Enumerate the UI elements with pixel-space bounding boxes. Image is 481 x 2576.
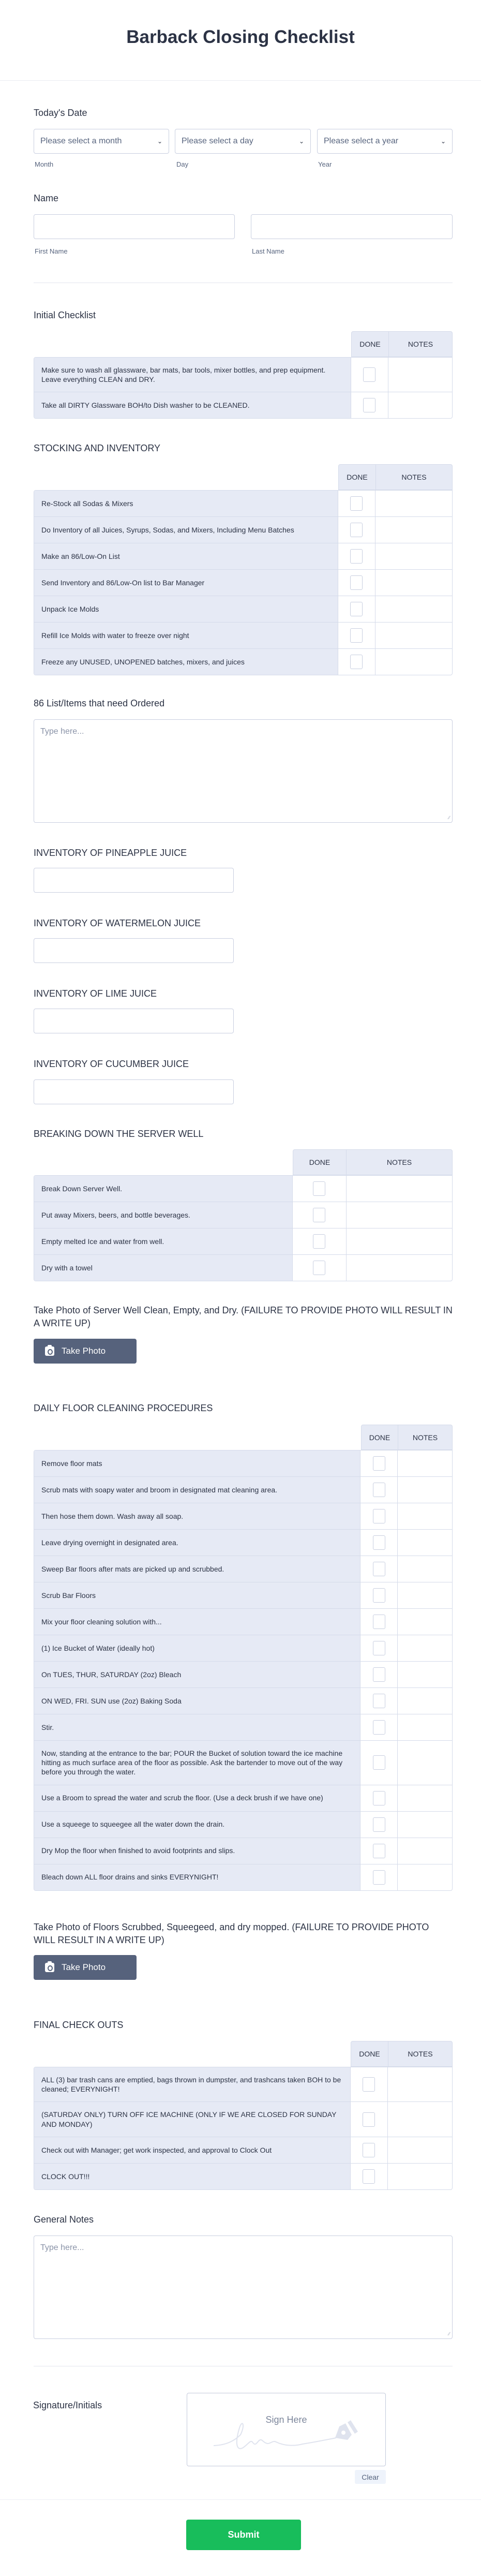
- photo1-label: Take Photo of Server Well Clean, Empty, and Dry. (FAILURE TO PROVIDE PHOTO WILL RESULT IN A WRITE UP): [34, 1305, 453, 1328]
- done-cell: [360, 1503, 398, 1529]
- table-row: [34, 1228, 452, 1254]
- row-label: Leave drying overnight in designated area.: [34, 1530, 360, 1556]
- done-checkbox[interactable]: [363, 2112, 375, 2127]
- notes-cell[interactable]: [388, 2102, 452, 2136]
- column-header-notes: NOTES: [398, 1425, 453, 1450]
- done-checkbox[interactable]: [373, 1483, 385, 1497]
- done-checkbox[interactable]: [373, 1535, 385, 1550]
- table-row: [34, 1838, 452, 1864]
- row-label: Re-Stock all Sodas & Mixers: [34, 491, 338, 516]
- done-cell: [351, 2102, 388, 2136]
- row-label: Bleach down ALL floor drains and sinks EVERYNIGHT!: [34, 1864, 360, 1890]
- row-label: Use a squeege to squeegee all the water down the drain.: [34, 1812, 360, 1838]
- take-photo-label: Take Photo: [62, 1962, 106, 1972]
- notes-cell[interactable]: [398, 1688, 452, 1714]
- submit-button[interactable]: Submit: [186, 2520, 301, 2550]
- done-cell: [360, 1477, 398, 1503]
- notes-cell[interactable]: [347, 1228, 452, 1254]
- row-label: Send Inventory and 86/Low-On list to Bar Manager: [34, 570, 338, 596]
- done-checkbox[interactable]: [363, 398, 375, 412]
- row-label: (SATURDAY ONLY) TURN OFF ICE MACHINE (ONLY IF WE ARE CLOSED FOR SUNDAY AND MONDAY): [34, 2102, 351, 2136]
- inventory-cucumber-label: INVENTORY OF CUCUMBER JUICE: [34, 1059, 189, 1069]
- done-checkbox[interactable]: [350, 655, 363, 669]
- notes-cell[interactable]: [347, 1202, 452, 1228]
- done-cell: [338, 517, 376, 543]
- notes-cell[interactable]: [398, 1785, 452, 1811]
- notes-cell[interactable]: [398, 1864, 452, 1890]
- table-row: [34, 1476, 452, 1503]
- day-select[interactable]: [175, 129, 311, 154]
- table-body: [34, 1175, 453, 1281]
- notes-cell[interactable]: [398, 1812, 452, 1838]
- done-cell: [351, 2067, 388, 2101]
- notes-cell[interactable]: [347, 1255, 452, 1281]
- chevron-down-icon: ⌄: [298, 138, 304, 145]
- done-cell: [360, 1714, 398, 1740]
- inventory-pineapple-input[interactable]: [34, 868, 234, 893]
- chevron-down-icon: ⌄: [157, 138, 162, 145]
- done-cell: [360, 1864, 398, 1890]
- done-cell: [338, 649, 376, 675]
- row-label: Do Inventory of all Juices, Syrups, Sodas, and Mixers, Including Menu Batches: [34, 517, 338, 543]
- take-photo-button[interactable]: [34, 1955, 137, 1980]
- name-label: Name: [34, 193, 59, 203]
- row-label: Check out with Manager; get work inspected, and approval to Clock Out: [34, 2137, 351, 2163]
- done-checkbox[interactable]: [313, 1181, 325, 1196]
- table-row: [34, 1254, 452, 1281]
- done-checkbox[interactable]: [373, 1588, 385, 1603]
- row-label: Stir.: [34, 1714, 360, 1740]
- row-label: ALL (3) bar trash cans are emptied, bags thrown in dumpster, and trashcans taken BOH to be cleaned; EVERYNIGHT!: [34, 2067, 351, 2101]
- table-header: [34, 331, 453, 357]
- clear-signature-button[interactable]: Clear: [355, 2470, 386, 2484]
- done-checkbox[interactable]: [350, 496, 363, 511]
- notes-cell[interactable]: [375, 649, 452, 675]
- column-header-notes: NOTES: [347, 1149, 453, 1175]
- table-row: [34, 1635, 452, 1661]
- table-header: [34, 464, 453, 490]
- table-row: [34, 1740, 452, 1785]
- done-checkbox[interactable]: [373, 1791, 385, 1805]
- done-checkbox[interactable]: [373, 1694, 385, 1708]
- column-header-done: DONE: [351, 331, 389, 357]
- notes-cell[interactable]: [388, 392, 452, 418]
- last-name-input[interactable]: [251, 214, 453, 239]
- notes-cell[interactable]: [388, 2067, 452, 2101]
- notes-cell[interactable]: [398, 1582, 452, 1608]
- row-label: Freeze any UNUSED, UNOPENED batches, mixers, and juices: [34, 649, 338, 675]
- signature-label: Signature/Initials: [33, 2400, 102, 2410]
- done-cell: [360, 1609, 398, 1635]
- done-checkbox[interactable]: [350, 602, 363, 616]
- notes-cell[interactable]: [347, 1176, 452, 1202]
- resize-handle-icon[interactable]: ∕∕: [448, 2331, 450, 2336]
- done-cell: [338, 543, 376, 569]
- column-header-notes: NOTES: [376, 464, 453, 490]
- table-row: [34, 1661, 452, 1687]
- inventory-lime-label: INVENTORY OF LIME JUICE: [34, 988, 157, 999]
- row-label: Empty melted Ice and water from well.: [34, 1228, 293, 1254]
- done-checkbox[interactable]: [373, 1870, 385, 1885]
- table-row: [34, 1450, 452, 1476]
- inventory-pineapple-label: INVENTORY OF PINEAPPLE JUICE: [34, 848, 187, 858]
- camera-icon: [45, 1346, 54, 1356]
- final-checkouts-table: [34, 2041, 453, 2190]
- first-name-sublabel: First Name: [35, 247, 68, 255]
- row-label: (1) Ice Bucket of Water (ideally hot): [34, 1635, 360, 1661]
- done-cell: [338, 596, 376, 622]
- server-well-table: [34, 1149, 453, 1281]
- row-label: Make sure to wash all glassware, bar mats, bar tools, mixer bottles, and prep equipment. Leave everything CLEAN and DRY.: [34, 358, 351, 392]
- notes-cell[interactable]: [398, 1662, 452, 1687]
- table-header: [34, 1425, 453, 1450]
- last-name-sublabel: Last Name: [252, 247, 284, 255]
- notes-cell[interactable]: [388, 2137, 452, 2163]
- done-checkbox[interactable]: [350, 628, 363, 643]
- row-label: Now, standing at the entrance to the bar; POUR the Bucket of solution toward the ice machine hitting as much surface area of the floor as possible. Ask the bartender to move out of the way before you through the water.: [34, 1741, 360, 1785]
- done-checkbox[interactable]: [373, 1509, 385, 1523]
- footer-divider: [0, 2499, 481, 2500]
- list86-label: 86 List/Items that need Ordered: [34, 698, 165, 708]
- notes-cell[interactable]: [388, 358, 452, 392]
- notes-cell[interactable]: [375, 517, 452, 543]
- inventory-lime-input[interactable]: [34, 1009, 234, 1033]
- row-label: On TUES, THUR, SATURDAY (2oz) Bleach: [34, 1662, 360, 1687]
- table-row: [34, 1503, 452, 1529]
- table-row: [34, 1864, 452, 1890]
- done-cell: [338, 491, 376, 516]
- notes-cell[interactable]: [375, 623, 452, 648]
- notes-placeholder: Type here...: [40, 2243, 84, 2252]
- table-row: [34, 1811, 452, 1838]
- row-label: Dry Mop the floor when finished to avoid footprints and slips.: [34, 1838, 360, 1864]
- page-title: Barback Closing Checklist: [126, 27, 355, 47]
- row-label: Break Down Server Well.: [34, 1176, 293, 1202]
- notes-cell[interactable]: [398, 1477, 452, 1503]
- done-cell: [360, 1450, 398, 1476]
- server-well-heading: BREAKING DOWN THE SERVER WELL: [34, 1129, 204, 1139]
- notes-cell[interactable]: [375, 543, 452, 569]
- table-row: [34, 1202, 452, 1228]
- table-header: [34, 1149, 453, 1175]
- inventory-watermelon-input[interactable]: [34, 938, 234, 963]
- signature-squiggle-icon: [212, 2419, 362, 2455]
- stocking-inventory-heading: STOCKING AND INVENTORY: [34, 443, 161, 453]
- general-notes-label: General Notes: [34, 2214, 94, 2225]
- done-cell: [293, 1176, 347, 1202]
- done-checkbox[interactable]: [313, 1208, 325, 1222]
- first-name-input[interactable]: [34, 214, 235, 239]
- done-cell: [360, 1741, 398, 1785]
- signature-pad[interactable]: [187, 2393, 386, 2466]
- row-label: Make an 86/Low-On List: [34, 543, 338, 569]
- table-row: [34, 543, 452, 569]
- notes-cell[interactable]: [398, 1609, 452, 1635]
- row-label: Remove floor mats: [34, 1450, 360, 1476]
- done-checkbox[interactable]: [373, 1667, 385, 1682]
- done-checkbox[interactable]: [363, 2143, 375, 2157]
- row-label: Refill Ice Molds with water to freeze over night: [34, 623, 338, 648]
- photo2-label: Take Photo of Floors Scrubbed, Squeegeed, and dry mopped. (FAILURE TO PROVIDE PHOTO WILL RESULT IN A WRITE UP): [34, 1922, 429, 1945]
- done-checkbox[interactable]: [373, 1817, 385, 1832]
- row-label: Use a Broom to spread the water and scrub the floor. (Use a deck brush if we have one): [34, 1785, 360, 1811]
- table-row: [34, 2163, 452, 2189]
- done-checkbox[interactable]: [373, 1615, 385, 1629]
- table-row: [34, 1556, 452, 1582]
- done-cell: [360, 1812, 398, 1838]
- notes-cell[interactable]: [398, 1530, 452, 1556]
- notes-cell[interactable]: [375, 570, 452, 596]
- done-checkbox[interactable]: [350, 523, 363, 537]
- done-checkbox[interactable]: [373, 1562, 385, 1576]
- month-placeholder: Please select a month: [40, 137, 122, 145]
- floor-cleaning-heading: DAILY FLOOR CLEANING PROCEDURES: [34, 1403, 213, 1413]
- done-cell: [338, 623, 376, 648]
- inventory-cucumber-input[interactable]: [34, 1079, 234, 1104]
- table-body: [34, 1450, 453, 1891]
- take-photo-label: Take Photo: [62, 1346, 106, 1356]
- row-label: Sweep Bar floors after mats are picked up and scrubbed.: [34, 1556, 360, 1582]
- table-row: [34, 358, 452, 392]
- notes-cell[interactable]: [375, 491, 452, 516]
- row-label: Dry with a towel: [34, 1255, 293, 1281]
- month-sublabel: Month: [35, 160, 54, 168]
- notes-cell[interactable]: [375, 596, 452, 622]
- done-cell: [338, 570, 376, 596]
- table-body: [34, 490, 453, 675]
- row-label: Put away Mixers, beers, and bottle beverages.: [34, 1202, 293, 1228]
- table-row: [34, 569, 452, 596]
- done-checkbox[interactable]: [350, 575, 363, 590]
- initial-checklist-heading: Initial Checklist: [34, 310, 96, 320]
- column-header-notes: NOTES: [388, 2041, 453, 2067]
- done-cell: [360, 1662, 398, 1687]
- date-label: Today's Date: [34, 108, 87, 118]
- year-sublabel: Year: [318, 160, 332, 168]
- table-row: [34, 596, 452, 622]
- notes-cell[interactable]: [398, 1741, 452, 1785]
- notes-cell[interactable]: [398, 1556, 452, 1582]
- done-cell: [351, 358, 389, 392]
- done-checkbox[interactable]: [350, 549, 363, 564]
- table-row: [34, 648, 452, 675]
- take-photo-button[interactable]: [34, 1339, 137, 1364]
- done-checkbox[interactable]: [373, 1720, 385, 1735]
- table-body: [34, 2067, 453, 2190]
- done-checkbox[interactable]: [363, 367, 375, 382]
- done-cell: [360, 1530, 398, 1556]
- done-cell: [360, 1582, 398, 1608]
- list86-textarea[interactable]: [34, 719, 453, 823]
- row-label: Scrub mats with soapy water and broom in designated mat cleaning area.: [34, 1477, 360, 1503]
- done-cell: [293, 1202, 347, 1228]
- column-header-done: DONE: [361, 1425, 398, 1450]
- notes-cell[interactable]: [398, 1714, 452, 1740]
- done-cell: [360, 1556, 398, 1582]
- done-cell: [360, 1635, 398, 1661]
- resize-handle-icon[interactable]: ∕∕: [448, 815, 450, 820]
- done-cell: [351, 2137, 388, 2163]
- notes-cell[interactable]: [398, 1503, 452, 1529]
- table-row: [34, 622, 452, 648]
- table-body: [34, 357, 453, 419]
- table-row: [34, 1687, 452, 1714]
- done-checkbox[interactable]: [373, 1456, 385, 1471]
- row-label: ON WED, FRI. SUN use (2oz) Baking Soda: [34, 1688, 360, 1714]
- chevron-down-icon: ⌄: [440, 138, 446, 145]
- camera-icon: [45, 1963, 54, 1972]
- done-cell: [360, 1785, 398, 1811]
- table-row: [34, 1176, 452, 1202]
- table-row: [34, 2137, 452, 2163]
- done-cell: [293, 1255, 347, 1281]
- row-label: Scrub Bar Floors: [34, 1582, 360, 1608]
- row-label: Take all DIRTY Glassware BOH/to Dish washer to be CLEANED.: [34, 392, 351, 418]
- table-row: [34, 1714, 452, 1740]
- done-checkbox[interactable]: [363, 2169, 375, 2184]
- year-placeholder: Please select a year: [324, 137, 399, 145]
- year-select[interactable]: [317, 129, 453, 154]
- column-header-done: DONE: [338, 464, 376, 490]
- done-checkbox[interactable]: [373, 1755, 385, 1770]
- table-row: [34, 1785, 452, 1811]
- table-row: [34, 2101, 452, 2136]
- floor-cleaning-table: [34, 1425, 453, 1891]
- table-row: [34, 1608, 452, 1635]
- form-header: [0, 0, 481, 81]
- day-sublabel: Day: [176, 160, 189, 168]
- column-header-done: DONE: [351, 2041, 388, 2067]
- notes-cell[interactable]: [398, 1450, 452, 1476]
- general-notes-textarea[interactable]: [34, 2236, 453, 2339]
- notes-cell[interactable]: [388, 2164, 452, 2189]
- notes-cell[interactable]: [398, 1838, 452, 1864]
- table-row: [34, 1529, 452, 1556]
- done-cell: [293, 1228, 347, 1254]
- stocking-inventory-table: [34, 464, 453, 675]
- done-cell: [360, 1688, 398, 1714]
- done-checkbox[interactable]: [373, 1641, 385, 1655]
- table-header: [34, 2041, 453, 2067]
- row-label: Mix your floor cleaning solution with...: [34, 1609, 360, 1635]
- list86-placeholder: Type here...: [40, 727, 84, 736]
- done-checkbox[interactable]: [313, 1261, 325, 1275]
- row-label: Unpack Ice Molds: [34, 596, 338, 622]
- row-label: Then hose them down. Wash away all soap.: [34, 1503, 360, 1529]
- done-cell: [351, 392, 389, 418]
- done-cell: [351, 2164, 388, 2189]
- column-header-done: DONE: [293, 1149, 347, 1175]
- table-row: [34, 392, 452, 418]
- sign-here-hint: Sign Here: [265, 2415, 307, 2425]
- table-row: [34, 491, 452, 516]
- row-label: CLOCK OUT!!!: [34, 2164, 351, 2189]
- inventory-watermelon-label: INVENTORY OF WATERMELON JUICE: [34, 918, 201, 928]
- done-cell: [360, 1838, 398, 1864]
- done-checkbox[interactable]: [363, 2077, 375, 2092]
- table-row: [34, 2067, 452, 2101]
- final-checkouts-heading: FINAL CHECK OUTS: [34, 2020, 124, 2030]
- table-row: [34, 1582, 452, 1608]
- day-placeholder: Please select a day: [182, 137, 253, 145]
- notes-cell[interactable]: [398, 1635, 452, 1661]
- column-header-notes: NOTES: [389, 331, 453, 357]
- month-select[interactable]: [34, 129, 169, 154]
- initial-checklist-table: [34, 331, 453, 419]
- done-checkbox[interactable]: [313, 1234, 325, 1249]
- done-checkbox[interactable]: [373, 1844, 385, 1858]
- table-row: [34, 516, 452, 543]
